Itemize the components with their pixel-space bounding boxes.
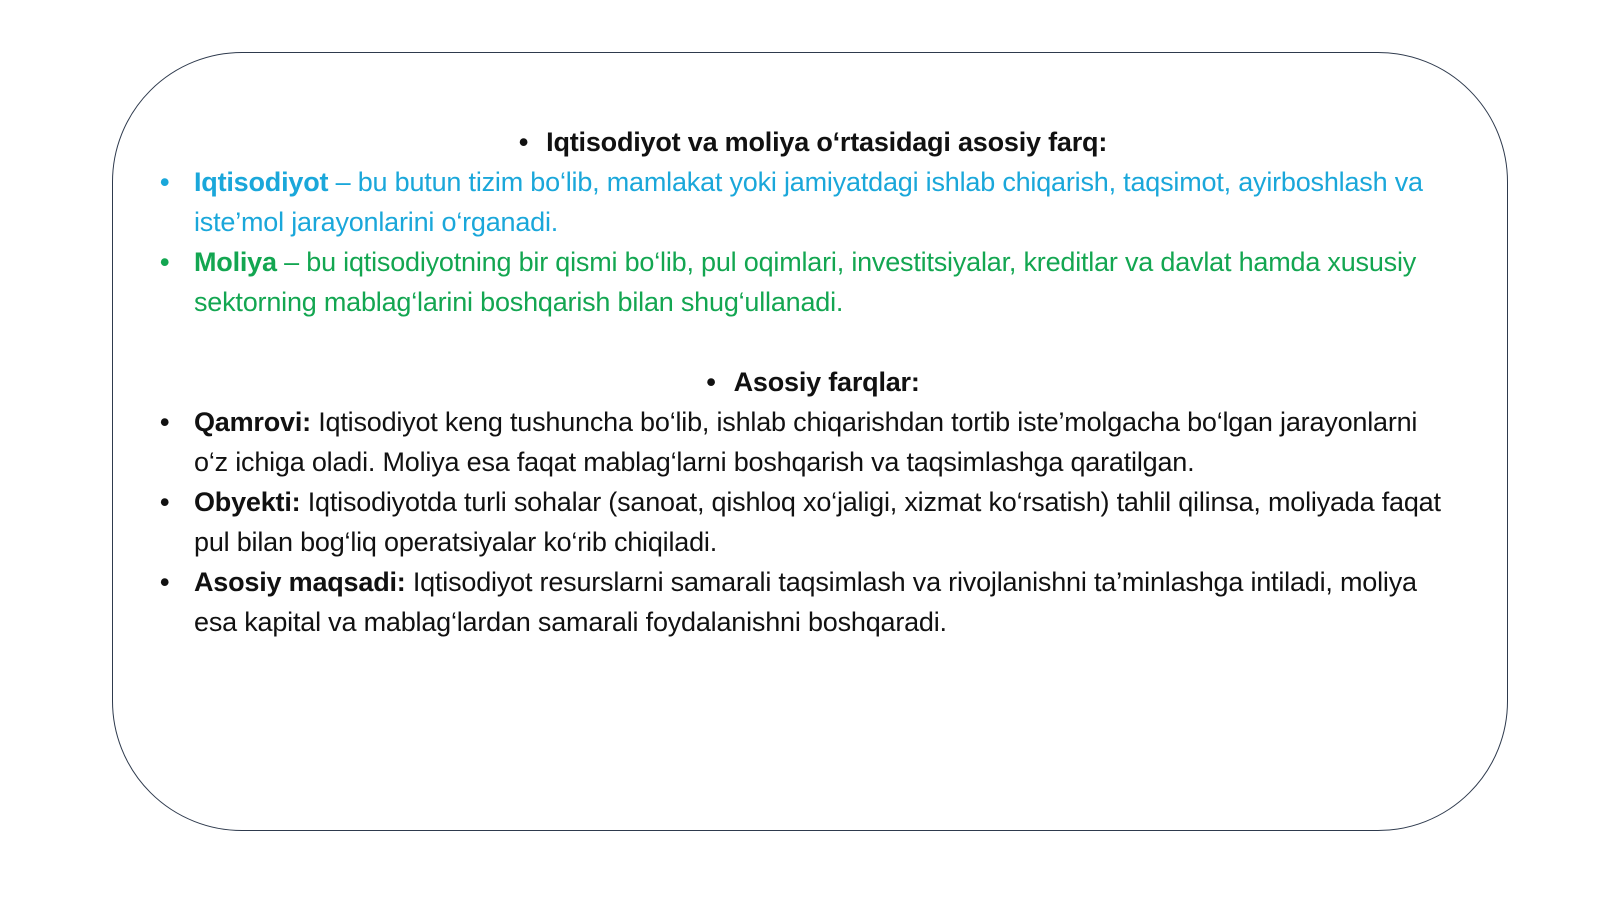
term-description: – bu butun tizim bo‘lib, mamlakat yoki jamiyatdagi ishlab chiqarish, taqsimot, ayirboshlash va iste’mol jarayonlarini o‘rganadi. [194,167,1423,237]
term-description: Iqtisodiyot resurslarni samarali taqsimlash va rivojlanishni ta’minlashga intiladi, moliya esa kapital va mablag‘lardan samarali foydalanishni boshqaradi. [194,567,1417,637]
bullet-icon: • [160,167,170,197]
term-label: Obyekti: [194,487,301,517]
term-label: Asosiy maqsadi: [194,567,406,597]
definition-list [158,162,1458,322]
differences-list [158,402,1458,642]
heading-text: Asosiy farqlar: [733,367,920,397]
list-item-iqtisodiyot [158,162,1458,242]
term-description: – bu iqtisodiyotning bir qismi bo‘lib, pul oqimlari, investitsiyalar, kreditlar va davlat hamda xususiy sektorning mablag‘larini boshqarish bilan shug‘ullanadi. [194,247,1417,317]
term-description: Iqtisodiyotda turli sohalar (sanoat, qishloq xo‘jaligi, xizmat ko‘rsatish) tahlil qilinsa, moliyada faqat pul bilan bog‘liq operatsiyalar ko‘rib chiqiladi. [194,487,1441,557]
bullet-icon: • [160,247,170,277]
heading-main-differences [158,362,1458,402]
list-item-asosiy-maqsadi [158,562,1458,642]
bullet-icon: • [160,567,170,597]
bullet-icon: • [518,127,529,157]
term-label: Qamrovi: [194,407,311,437]
heading-text: Iqtisodiyot va moliya o‘rtasidagi asosiy farq: [546,127,1108,157]
bullet-icon: • [160,407,170,437]
list-item-qamrovi [158,402,1458,482]
term-label: Iqtisodiyot [194,167,329,197]
slide-content [158,122,1458,642]
bullet-icon: • [160,487,170,517]
bullet-icon: • [706,367,716,397]
list-item-obyekti [158,482,1458,562]
heading-main-difference [158,122,1458,162]
term-description: Iqtisodiyot keng tushuncha bo‘lib, ishlab chiqarishdan tortib iste’molgacha bo‘lgan jarayonlarni o‘z ichiga oladi. Moliya esa faqat mablag‘larni boshqarish va taqsimlashga qaratilgan. [194,407,1418,477]
list-item-moliya [158,242,1458,322]
term-label: Moliya [194,247,277,277]
